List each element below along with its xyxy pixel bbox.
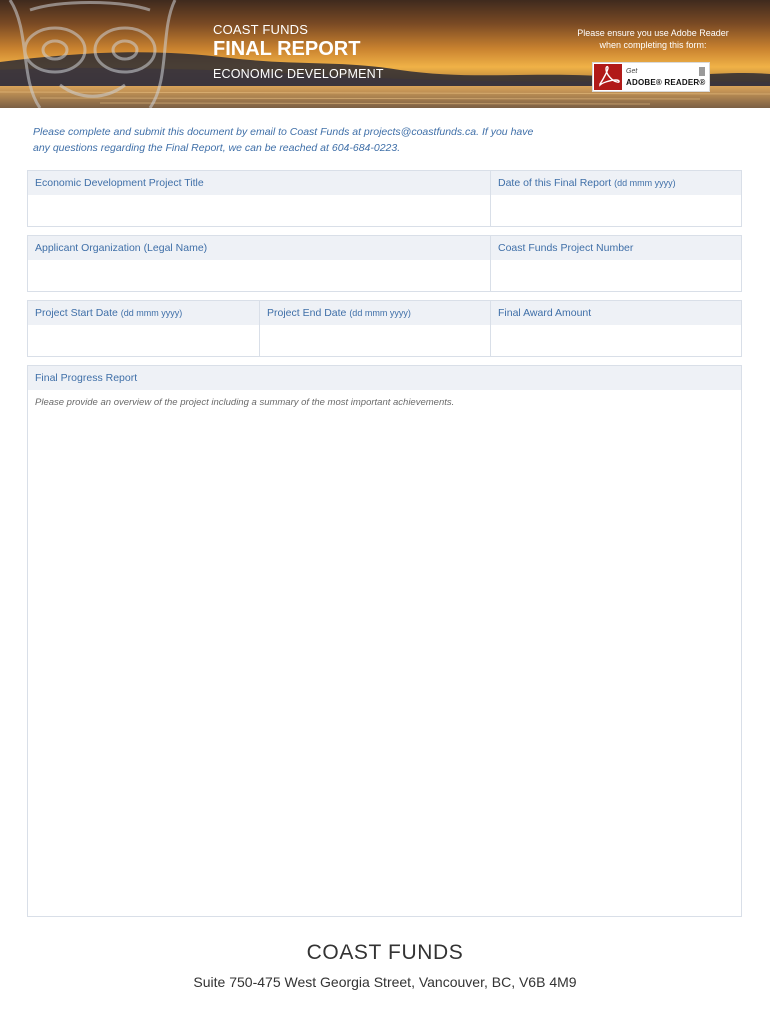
applicant-org-cell <box>28 236 490 291</box>
adobe-reader-note <box>566 27 740 51</box>
adobe-note-line2: when completing this form: <box>599 40 707 50</box>
start-date-format-hint: (dd mmm yyyy) <box>120 308 183 318</box>
org-name: COAST FUNDS <box>213 22 309 37</box>
end-date-label <box>260 301 490 325</box>
progress-report-section <box>27 365 742 917</box>
progress-report-textarea[interactable] <box>28 390 741 916</box>
project-number-input[interactable] <box>491 260 741 291</box>
project-number-label: Coast Funds Project Number <box>491 236 741 260</box>
report-date-label <box>491 171 741 195</box>
progress-report-label: Final Progress Report <box>28 366 741 390</box>
award-amount-input[interactable] <box>491 325 741 356</box>
progress-report-cell <box>28 366 741 916</box>
adobe-note-line1: Please ensure you use Adobe Reader <box>577 28 729 38</box>
applicant-org-label: Applicant Organization (Legal Name) <box>28 236 490 260</box>
end-date-input[interactable] <box>260 325 490 356</box>
intro-instructions <box>33 124 593 156</box>
intro-line2: any questions regarding the Final Report, we can be reached at 604-684-0223. <box>33 142 401 154</box>
project-title-cell <box>28 171 490 226</box>
footer-address: Suite 750-475 West Georgia Street, Vancouver, BC, V6B 4M9 <box>193 974 577 990</box>
start-date-input[interactable] <box>28 325 259 356</box>
project-number-cell <box>490 236 741 291</box>
award-amount-label: Final Award Amount <box>491 301 741 325</box>
get-adobe-reader-button[interactable] <box>592 62 710 92</box>
adobe-get-label: Get <box>626 68 638 75</box>
download-arrow-icon <box>699 67 705 76</box>
applicant-org-input[interactable] <box>28 260 490 291</box>
report-date-label-text: Date of this Final Report <box>498 177 612 189</box>
project-title-label: Economic Development Project Title <box>28 171 490 195</box>
program-name: ECONOMIC DEVELOPMENT <box>213 67 384 81</box>
start-date-label <box>28 301 259 325</box>
adobe-reader-label: ADOBE® READER® <box>626 78 706 87</box>
award-amount-cell <box>490 301 741 356</box>
report-date-input[interactable] <box>491 195 741 226</box>
project-title-input[interactable] <box>28 195 490 226</box>
header-banner <box>0 0 770 108</box>
start-date-cell <box>28 301 259 356</box>
end-date-cell <box>259 301 490 356</box>
footer-org-name: COAST FUNDS <box>306 941 464 964</box>
report-date-cell <box>490 171 741 226</box>
report-title: FINAL REPORT <box>213 38 361 60</box>
report-date-format-hint: (dd mmm yyyy) <box>614 178 676 188</box>
adobe-reader-icon <box>594 64 622 90</box>
progress-report-hint: Please provide an overview of the project including a summary of the most important achievements. <box>35 397 455 408</box>
row-project-title <box>27 170 742 227</box>
row-dates <box>27 300 742 357</box>
end-date-format-hint: (dd mmm yyyy) <box>349 308 411 318</box>
end-date-label-text: Project End Date <box>267 307 347 319</box>
start-date-label-text: Project Start Date <box>35 307 118 319</box>
intro-line1: Please complete and submit this document by email to Coast Funds at projects@coastfunds.ca. If you have <box>33 126 534 138</box>
row-applicant <box>27 235 742 292</box>
